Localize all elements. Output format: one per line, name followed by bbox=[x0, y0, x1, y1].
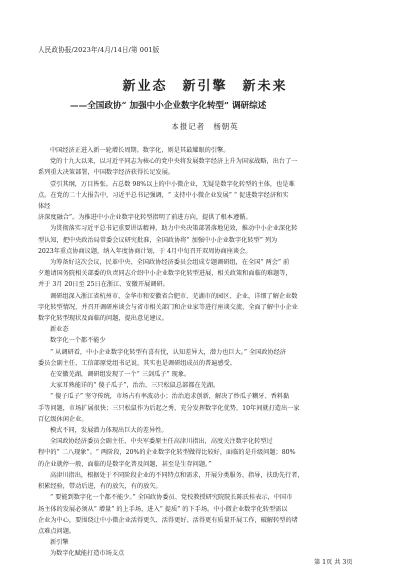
body-line: 体经 bbox=[38, 203, 51, 211]
article-body bbox=[38, 145, 372, 560]
body-line: 百亿级休闲企业。 bbox=[38, 415, 88, 423]
body-line: 数字化一个都不能少 bbox=[50, 337, 106, 345]
article-title: 新业态 新引擎 新未来 bbox=[122, 79, 288, 94]
body-line: 点。在党的二十大报告中，习近平总书记强调，“ 支持中小微企业发展” “ 促进数字经济和实 bbox=[38, 191, 289, 199]
body-line: 点难点问题。 bbox=[38, 527, 76, 535]
body-line: 济深度融合”。为推进中小企业数字化转型指明了前进方向，提供了根本遵循。 bbox=[38, 214, 252, 222]
body-line: “ 傻子瓜子” 坚守传统，市场占有率波动小；治治追求创新，解决了炒瓜子糊牙、香料黏 bbox=[50, 393, 290, 401]
body-line: 新引擎 bbox=[50, 539, 69, 547]
body-line: “ 要能到数字化一个都不能少。” 全国政协委员、党校教授研究院院长陈氏桂表示，中国市 bbox=[50, 494, 293, 502]
body-line: 系列重大决策部署，中国数字经济获得长足发展。 bbox=[38, 169, 175, 177]
body-line: 在安徽芜湖，调研组发现了一个“ 三剑瓜子” 现象。 bbox=[50, 371, 191, 379]
body-line: 积累经验，带动后进，有的放矢，有的放矢。 bbox=[38, 483, 162, 491]
body-line: 企业为中心，要围绕让中小微企业活得更久、活得更好、活得更有质量开展工作，破解转型的堵 bbox=[38, 516, 298, 524]
body-line: 党的十九大以来，以习近平同志为核心的党中央将发展数字经济上升为国家战略，出台了一 bbox=[50, 158, 298, 166]
body-line: 程中的“ 二八现象”。“ 两阶段，20%的企业数字化转型做得比较好，面临的是升级问题；80% bbox=[38, 449, 296, 457]
article-byline: 本报记者 杨朝英 bbox=[171, 122, 239, 131]
body-line: 数字化转型现状及面临的问题，提出意见建议。 bbox=[38, 315, 168, 323]
body-line: 并于 3月 20日至 25日在浙江、安徽开展调研。 bbox=[38, 281, 169, 289]
body-line: 夕邀请国务院相关部委的负责同志介绍中小企业数字化转型进展、相关政策和面临的难题等， bbox=[38, 270, 292, 278]
body-line: “ 从调研看，中小企业数字化转型有喜有忧，认知差异大，潜力也巨大。” 全国政协经济 bbox=[50, 348, 287, 356]
body-line: 字化转型情况，并召开调研座谈会与省市相关部门和企业家等进行座谈交流，全面了解中小企业 bbox=[38, 303, 298, 311]
body-line: 手等问题，市场扩展很快；三只松鼠作为后起之秀，充分发挥数字化优势，10年间就打造出一家 bbox=[38, 404, 300, 412]
body-line: 壹引其纲，万目皆张。占总数 98%以上的中小微企业，无疑是数字化转型的主体，也是难 bbox=[50, 180, 295, 188]
article-subtitle: ——全国政协“ 加强中小企业数字化转型” 调研综述 bbox=[70, 101, 267, 111]
body-line: 委员会副主任、工信部原党组书记说，其实也是调研组成员的普遍感受。 bbox=[38, 359, 236, 367]
body-line: 为贯彻落实习近平总书记重要讲话精神，助力中央决策部署落地见效，推动中小企业深化转 bbox=[50, 225, 298, 233]
body-line: 调研组深入浙江省杭州市、金华市和安徽省合肥市、芜湖市的园区、企业，详细了解企业数 bbox=[50, 292, 298, 300]
body-line: 为数字化赋能打造市场支点 bbox=[50, 550, 125, 558]
body-line: 的企业就停一般，面临的是数字化普及问题，甚至是生存问题。” bbox=[38, 460, 212, 468]
body-line: 型认知，把中央政治局常委会议研究批准，全国政协将“ 加强中小企业数字化转型” 列为 bbox=[38, 236, 278, 244]
body-line: 场主体的发展必须从“ 增量” 的上手场，进入“ 提质” 的下手场。中小微企业数字化转型需以 bbox=[38, 505, 288, 513]
body-line: 高津川指出，根据处于不同阶段企业的不同特点和需求，开展分类服务、指导，扶助先行者， bbox=[50, 471, 304, 479]
newspaper-source-line: 人民政协报/2023年/4月/14日/第 001版 bbox=[38, 46, 160, 54]
body-line: 为筹备好这次会议，民革中央、全国政协经济委员会组成专题调研组，在全国“ 两会” 前 bbox=[50, 259, 290, 267]
body-line: 中国经济正进入新一轮增长周期。数字化，则是其最耀眼的引擎。 bbox=[50, 147, 230, 154]
body-line: 新业态 bbox=[50, 326, 69, 334]
body-line: 2023年重点协商议题，纳入年度协商计划，于 4月中旬召开双周协商座谈会。 bbox=[38, 247, 252, 255]
body-line: 大家耳熟能详的“ 傻子瓜子”，治治、三只松鼠总部都在芜湖。 bbox=[50, 382, 220, 390]
body-line: 模式不同，发展潜力体现出巨大的差异性。 bbox=[50, 427, 168, 435]
body-line: 全国政协经济委员会副主任、中央军委原主任高津川指出，高度关注数字化转型过 bbox=[50, 438, 273, 446]
page-number: 第 1页 共 3页 bbox=[314, 559, 353, 566]
